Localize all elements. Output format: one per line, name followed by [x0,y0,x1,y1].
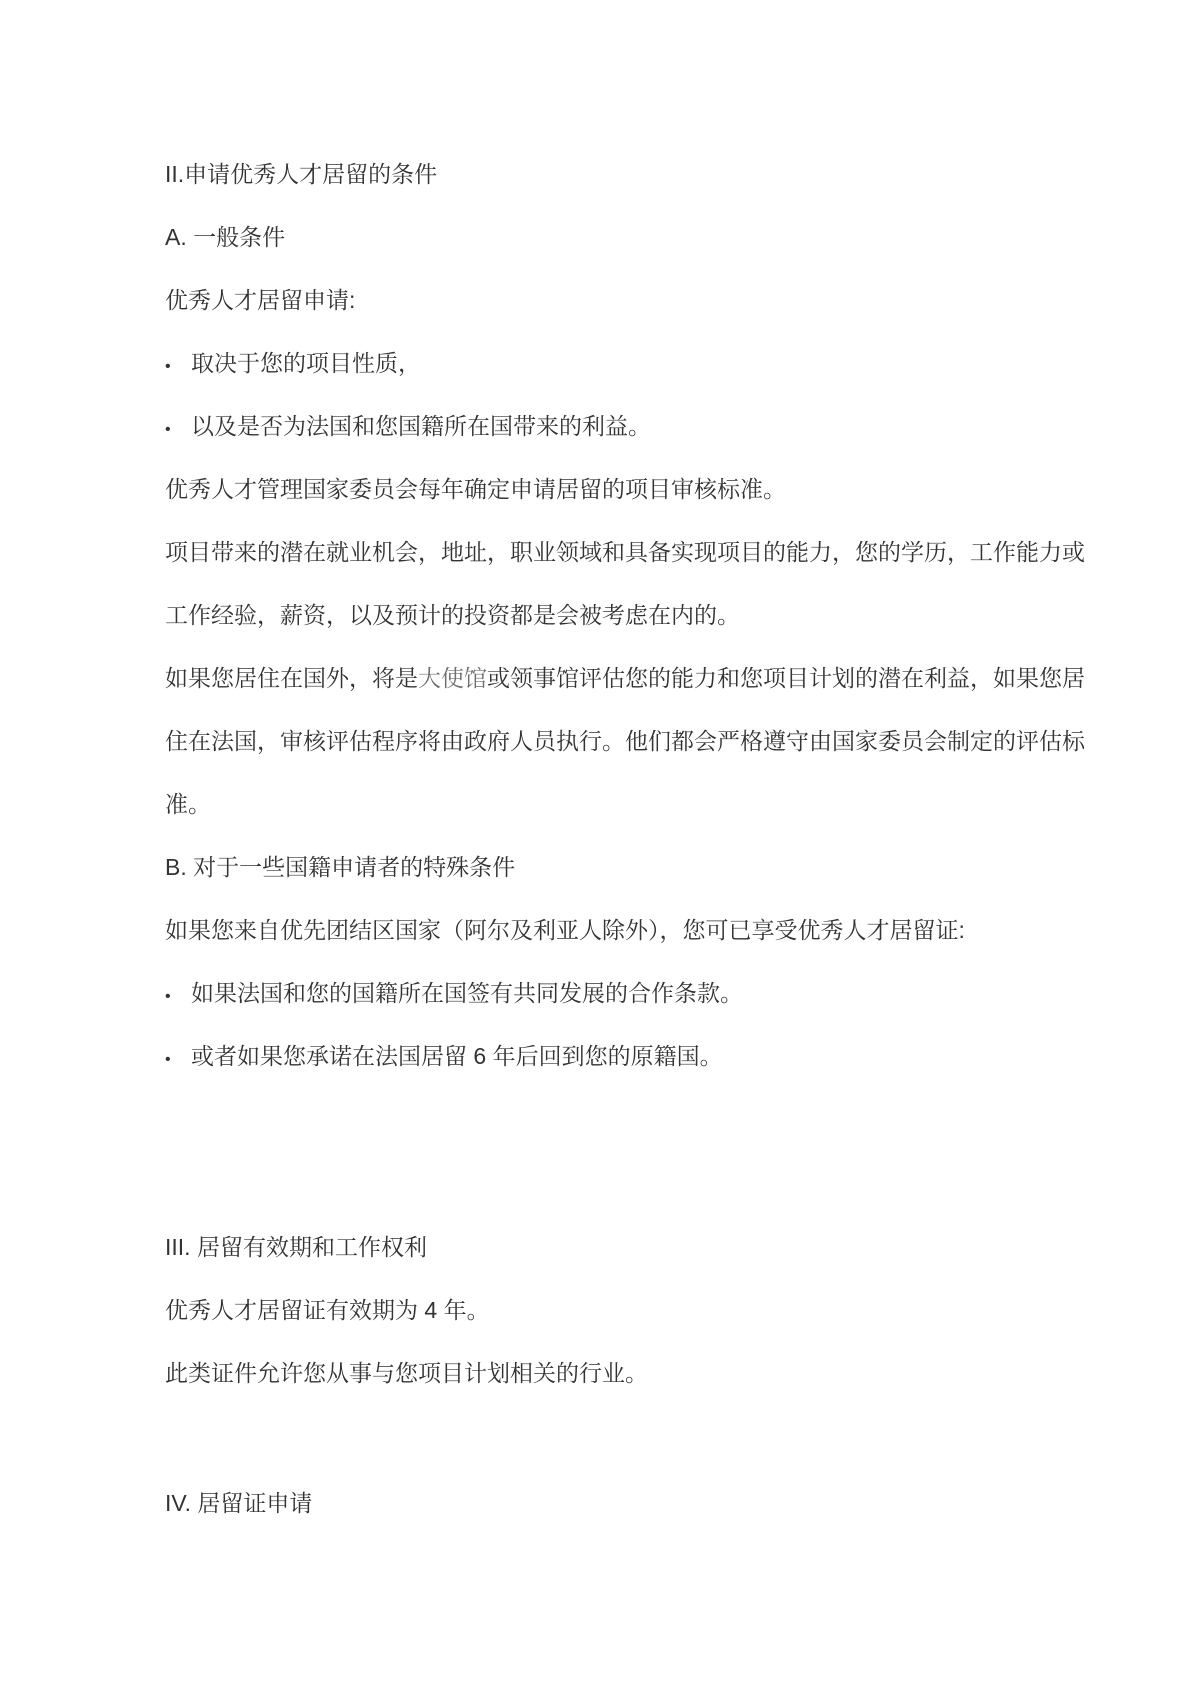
section-heading-ii: II.申请优秀人才居留的条件 [165,161,438,187]
bullet-text: 以及是否为法国和您国籍所在国带来的利益。 [191,413,651,439]
bullet-icon: • [165,1051,171,1068]
paragraph-evaluation-line3: 准。 [165,791,211,817]
bullet-text: 或者如果您承诺在法国居留 6 年后回到您的原籍国。 [191,1043,723,1069]
paragraph-segment: 或领事馆评估您的能力和您项目计划的潜在利益，如果您居 [487,665,1085,691]
paragraph-project-factors-line1: 项目带来的潜在就业机会，地址，职业领域和具备实现项目的能力，您的学历，工作能力或 [165,539,1085,565]
bullet-icon: • [165,988,171,1005]
bullet-text: 取决于您的项目性质， [191,350,421,376]
document-content [165,143,1115,1535]
paragraph-intro: 优秀人才居留申请: [165,287,356,313]
bullet-icon: • [165,358,171,375]
section-heading-iv: IV. 居留证申请 [165,1490,313,1516]
paragraph-evaluation-line2: 住在法国，审核评估程序将由政府人员执行。他们都会严格遵守由国家委员会制定的评估标 [165,728,1085,754]
section-heading-iii: III. 居留有效期和工作权利 [165,1234,427,1260]
bullet-text: 如果法国和您的国籍所在国签有共同发展的合作条款。 [191,980,743,1006]
bullet-icon: • [165,421,171,438]
subsection-heading-b: B. 对于一些国籍申请者的特殊条件 [165,854,516,880]
paragraph-segment: 如果您居住在国外，将是 [165,665,418,691]
bullet-item-project-nature [165,332,1115,395]
paragraph-project-factors-line2: 工作经验，薪资，以及预计的投资都是会被考虑在内的。 [165,602,740,628]
paragraph-priority-zone: 如果您来自优先团结区国家（阿尔及利亚人除外），您可已享受优秀人才居留证: [165,917,965,943]
bullet-item-cooperation-clause [165,962,1115,1025]
paragraph-validity: 优秀人才居留证有效期为 4 年。 [165,1297,490,1323]
embassy-link[interactable]: 大使馆 [418,665,487,691]
paragraph-committee-criteria: 优秀人才管理国家委员会每年确定申请居留的项目审核标准。 [165,476,786,502]
bullet-item-country-benefit [165,395,1115,458]
paragraph-work-rights: 此类证件允许您从事与您项目计划相关的行业。 [165,1360,648,1386]
paragraph-evaluation-line1 [165,647,1115,710]
bullet-item-return-commitment [165,1025,1115,1088]
subsection-heading-a: A. 一般条件 [165,224,286,250]
